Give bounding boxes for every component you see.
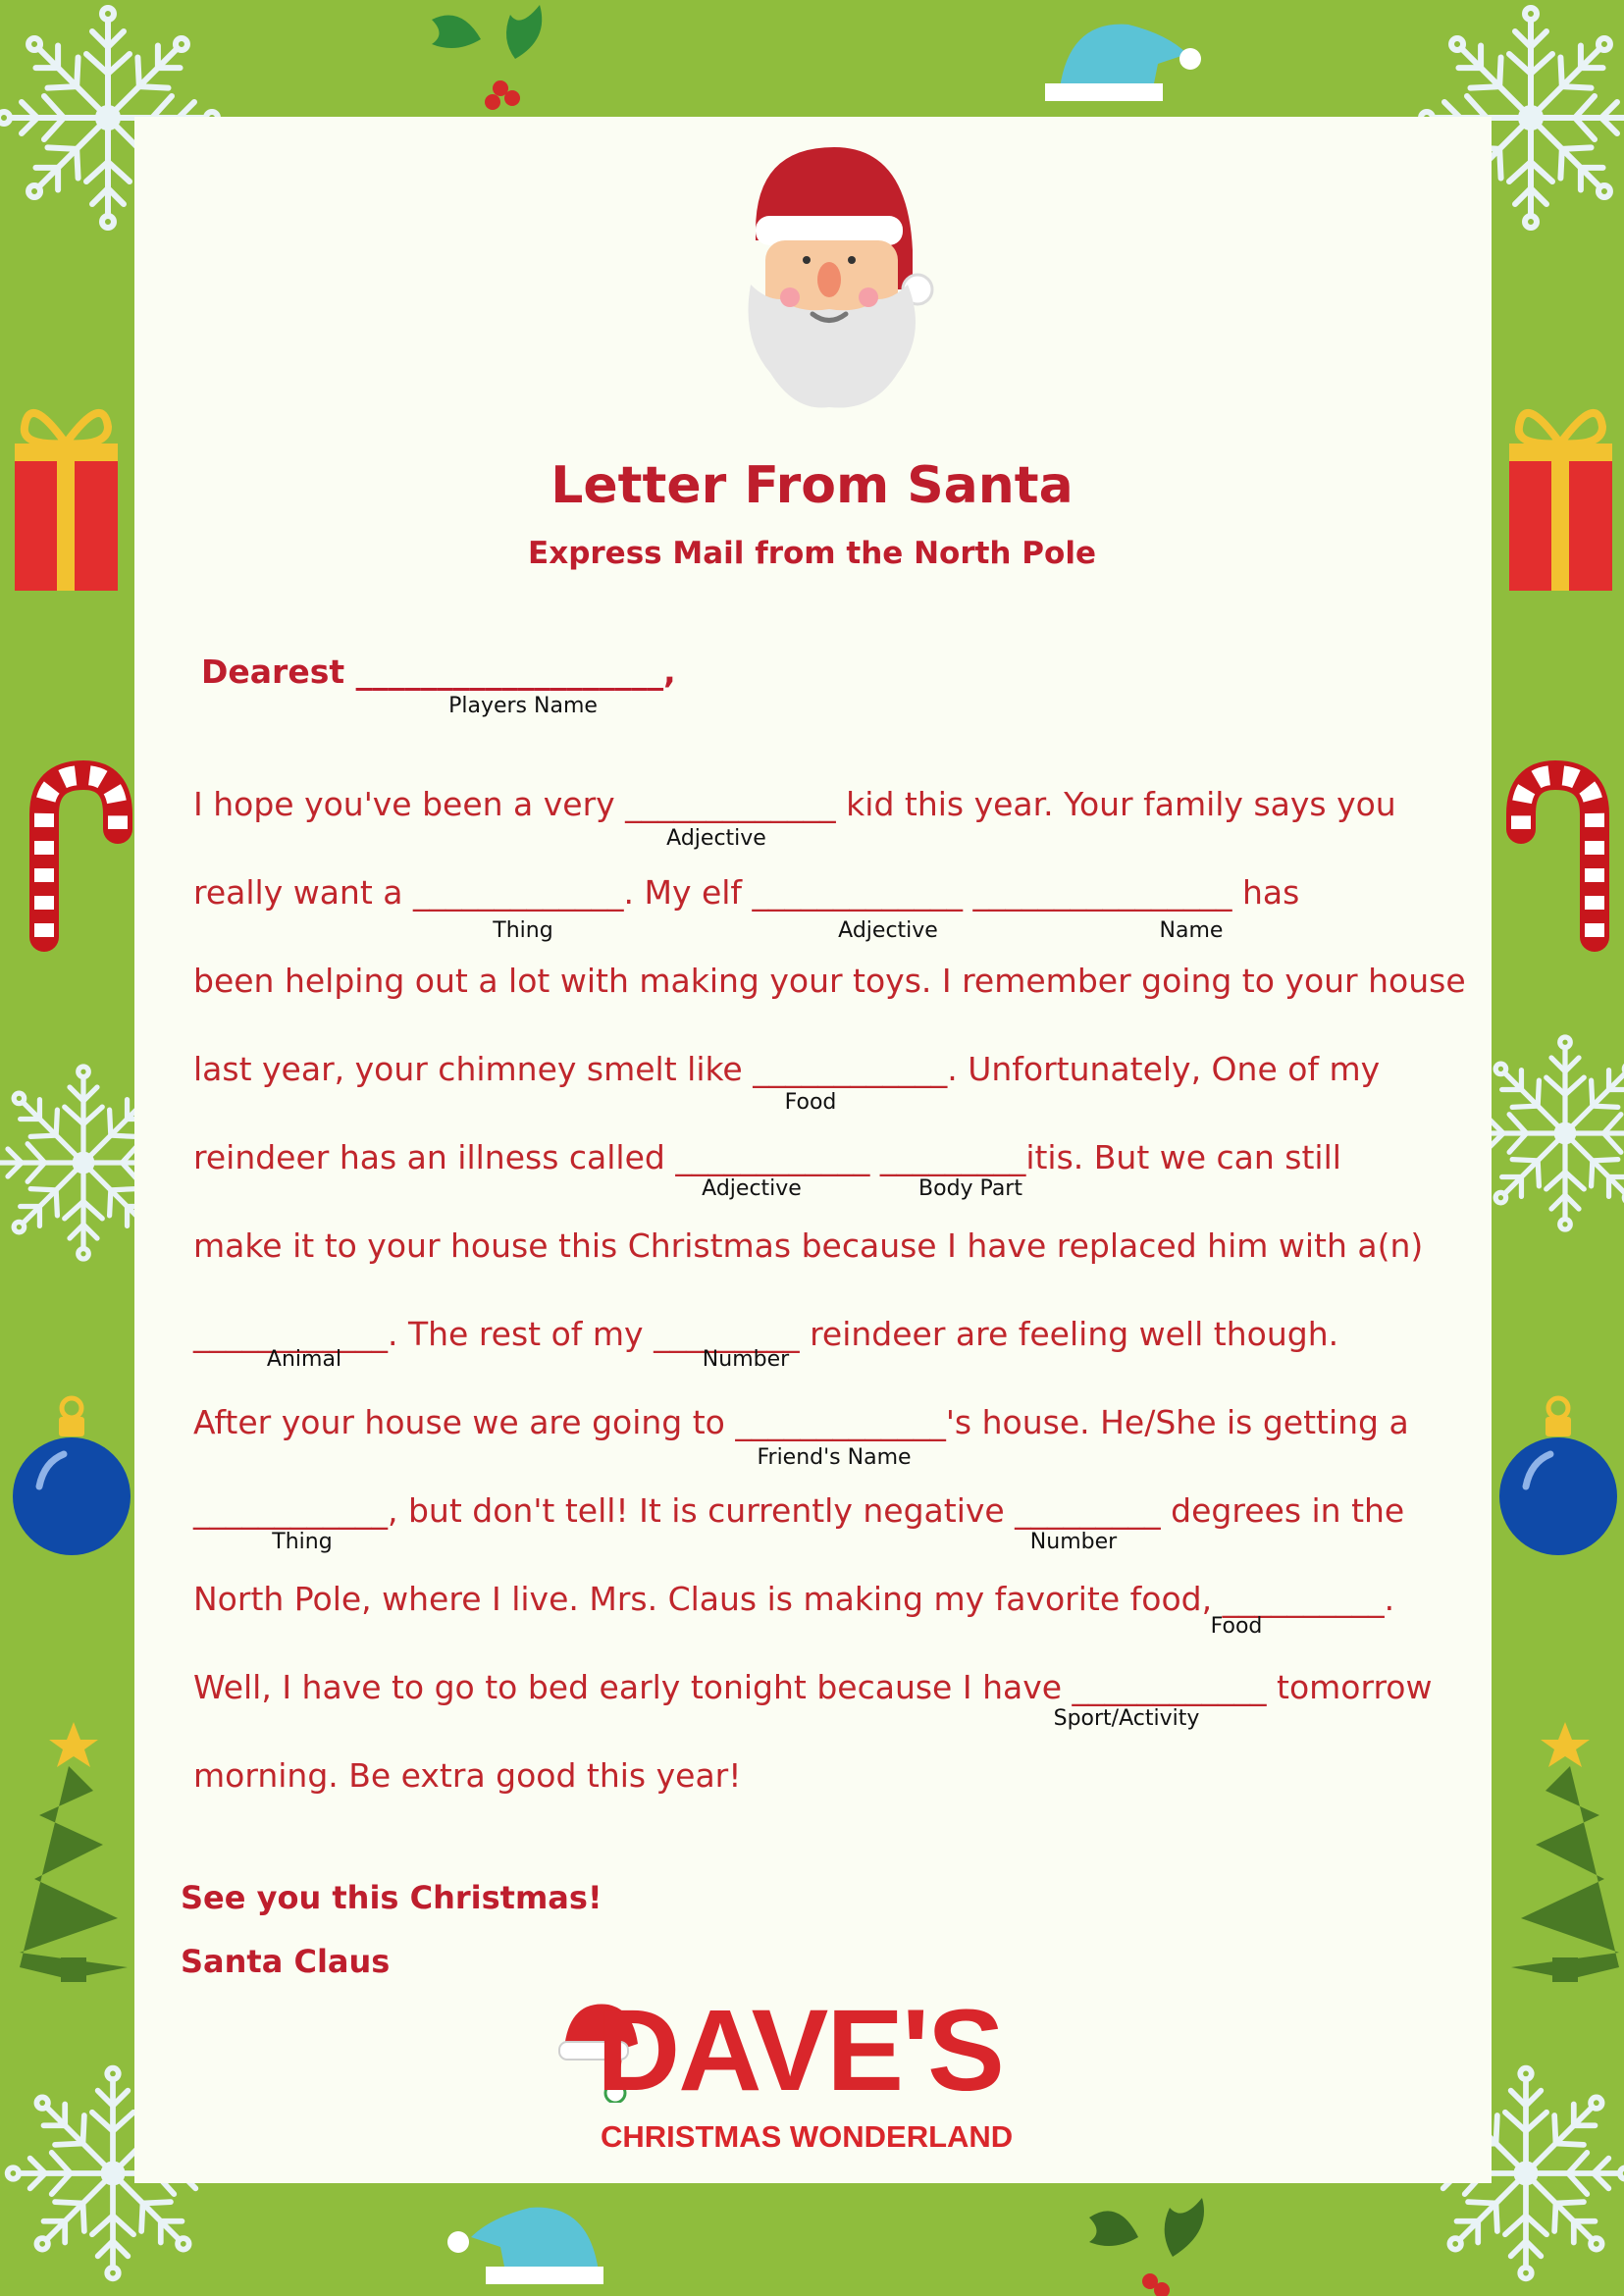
closing-line: See you this Christmas! bbox=[181, 1879, 602, 1916]
brand-logo bbox=[550, 1987, 1099, 2164]
signature: Santa Claus bbox=[181, 1943, 391, 1980]
santa-hat-icon bbox=[1040, 10, 1217, 103]
blank-label: Friend's Name bbox=[757, 1445, 912, 1470]
holly-icon bbox=[1079, 2188, 1217, 2296]
letter-line: last year, your chimney smelt like ____________. Unfortunately, One of my bbox=[193, 1050, 1381, 1088]
blank-label: Food bbox=[1210, 1614, 1263, 1639]
brand-tagline: CHRISTMAS WONDERLAND bbox=[601, 2119, 1014, 2154]
page-subtitle: Express Mail from the North Pole bbox=[528, 536, 1096, 571]
blank-label: Food bbox=[784, 1090, 837, 1115]
letter-line: North Pole, where I live. Mrs. Claus is making my favorite food, __________. bbox=[193, 1580, 1395, 1618]
santa-hat-icon bbox=[442, 2193, 618, 2286]
blank-label: Animal bbox=[266, 1347, 342, 1372]
candy-cane-icon bbox=[15, 756, 132, 952]
letter-line: I hope you've been a very _____________ kid this year. Your family says you bbox=[193, 785, 1396, 823]
blank-label: Adjective bbox=[702, 1176, 802, 1201]
letter-line: morning. Be extra good this year! bbox=[193, 1756, 742, 1795]
blank-label: Players Name bbox=[448, 694, 598, 718]
greeting: Dearest ___________________, bbox=[201, 652, 676, 691]
letter-line: ____________, but don't tell! It is currently negative _________ degrees in the bbox=[193, 1491, 1405, 1530]
blank-label: Thing bbox=[493, 918, 553, 943]
christmas-tree-icon bbox=[10, 1722, 137, 1987]
blank-label: Name bbox=[1159, 918, 1224, 943]
blank-label: Sport/Activity bbox=[1053, 1706, 1200, 1731]
blank-label: Number bbox=[1029, 1530, 1118, 1554]
letter-line: ____________. The rest of my _________ reindeer are feeling well though. bbox=[193, 1315, 1339, 1353]
blank-label: Adjective bbox=[838, 918, 938, 943]
blank-label: Thing bbox=[272, 1530, 333, 1554]
letter-line: make it to your house this Christmas because I have replaced him with a(n) bbox=[193, 1226, 1424, 1265]
letter-line: reindeer has an illness called ____________ _________itis. But we can still bbox=[193, 1138, 1341, 1176]
letter-line: really want a _____________. My elf _____________ ________________ has bbox=[193, 873, 1300, 912]
ornament-icon bbox=[10, 1393, 137, 1565]
blank-label: Adjective bbox=[666, 826, 766, 851]
blank-label: Body Part bbox=[918, 1176, 1022, 1201]
candy-cane-icon bbox=[1506, 756, 1624, 952]
christmas-tree-icon bbox=[1501, 1722, 1624, 1987]
ornament-icon bbox=[1496, 1393, 1624, 1565]
brand-name: DAVE'S bbox=[597, 1986, 1003, 2115]
blank-label: Number bbox=[702, 1347, 790, 1372]
santa-face-icon bbox=[716, 142, 942, 417]
letter-line: been helping out a lot with making your toys. I remember going to your house bbox=[193, 962, 1466, 1000]
letter-line: Well, I have to go to bed early tonight because I have ____________ tomorrow bbox=[193, 1668, 1433, 1706]
letter-line: After your house we are going to _____________'s house. He/She is getting a bbox=[193, 1403, 1409, 1441]
holly-icon bbox=[422, 0, 559, 118]
page-title: Letter From Santa bbox=[550, 456, 1074, 515]
